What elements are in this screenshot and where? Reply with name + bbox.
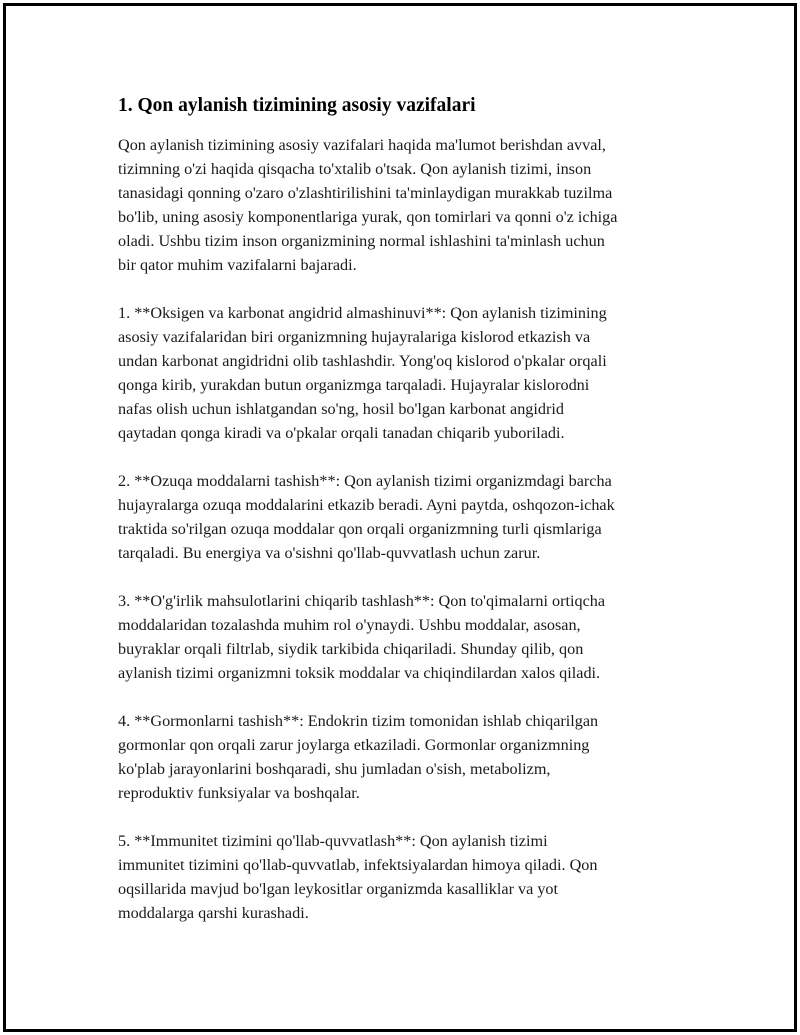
intro-paragraph: Qon aylanish tizimining asosiy vazifalari haqida ma'lumot berishdan avval, tizimning o'zi haqida qisqacha to'xtalib o'tsak. Qon aylanish tizimi, inson tanasidagi qonning o'zaro o'zlashtirilishini ta'minlaydigan murakkab tuzilma bo'lib, uning asosiy komponentlariga yurak, qon tomirlari va qonni o'z ichiga oladi. Ushbu tizim inson organizmining normal ishlashini ta'minlash uchun bir qator muhim vazifalarni bajaradi. <box>118 136 618 274</box>
paragraph-hormone-transport: 4. **Gormonlarni tashish**: Endokrin tizim tomonidan ishlab chiqarilgan gormonlar qon orqali zarur joylarga etkaziladi. Gormonlar organizmning ko'plab jarayonlarini boshqaradi, shu jumladan o'sish, metabolizm, reproduktiv funksiyalar va boshqalar. <box>118 712 599 802</box>
paragraph-waste-removal: 3. **O'g'irlik mahsulotlarini chiqarib tashlash**: Qon to'qimalarni ortiqcha moddalaridan tozalashda muhim rol o'ynaydi. Ushbu moddalar, asosan, buyraklar orqali filtrlab, siydik tarkibida chiqariladi. Shunday qilib, qon aylanish tizimi organizmni toksik moddalar va chiqindilardan xalos qiladi. <box>118 592 606 682</box>
document-title: 1. Qon aylanish tizimining asosiy vazifalari <box>118 95 476 116</box>
document-body <box>118 92 698 949</box>
paragraph-immune-support: 5. **Immunitet tizimini qo'llab-quvvatlash**: Qon aylanish tizimi immunitet tizimini qo'llab-quvvatlab, infektsiyalardan himoya qiladi. Qon oqsillarida mavjud bo'lgan leykositlar organizmda kasalliklar va yot moddalarga qarshi kurashadi. <box>118 832 598 922</box>
paragraph-nutrient-transport: 2. **Ozuqa moddalarni tashish**: Qon aylanish tizimi organizmdagi barcha hujayralarga ozuqa moddalarini etkazib beradi. Ayni paytda, oshqozon-ichak traktida so'rilgan ozuqa moddalar qon orqali organizmning turli qismlariga tarqaladi. Bu energiya va o'sishni qo'llab-quvvatlash uchun zarur. <box>118 472 615 562</box>
paragraph-oxygen-exchange: 1. **Oksigen va karbonat angidrid almashinuvi**: Qon aylanish tizimining asosiy vazifalaridan biri organizmning hujayralariga kislorod etkazish va undan karbonat angidridni olib tashlashdir. Yong'oq kislorod o'pkalar orqali qonga kirib, yurakdan butun organizmga tarqaladi. Hujayralar kislorodni nafas olish uchun ishlatgandan so'ng, hosil bo'lgan karbonat angidrid qaytadan qonga kiradi va o'pkalar orqali tanadan chiqarib yuboriladi. <box>118 304 607 442</box>
